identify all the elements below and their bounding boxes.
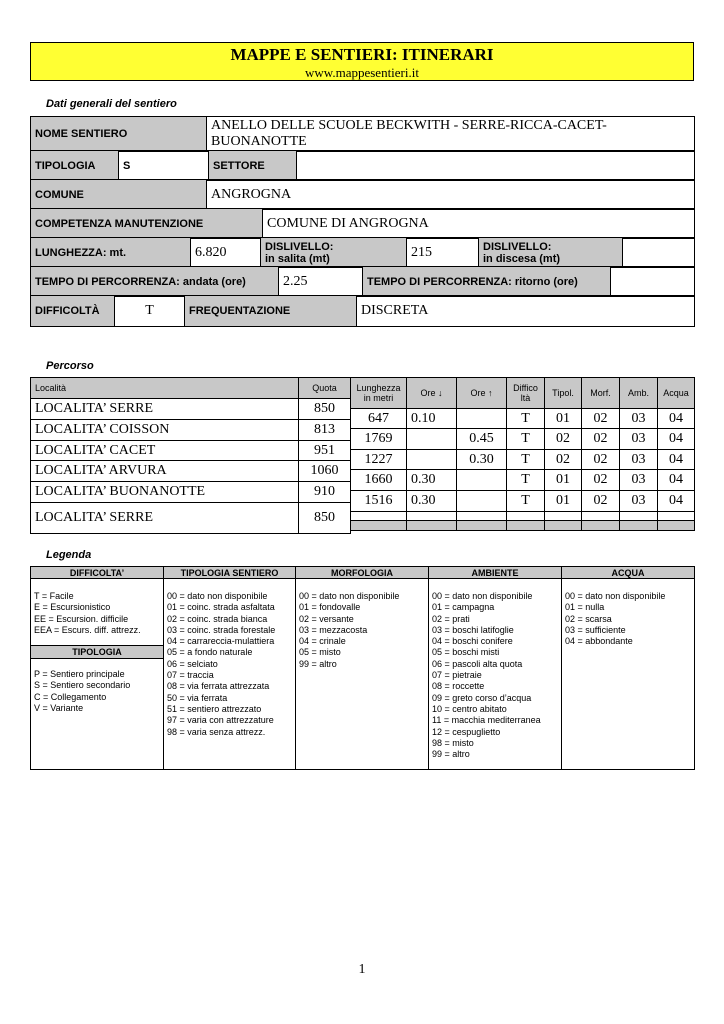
legenda-item: 11 = macchia mediterranea [432, 715, 541, 726]
ore-up-header: Ore ↑ [457, 378, 507, 409]
legenda-item: 06 = selciato [167, 658, 218, 669]
segment-row [351, 450, 695, 470]
segment-tipol: 01 [545, 409, 582, 429]
legenda-item: 03 = sufficiente [565, 624, 626, 635]
legenda-item: 03 = mezzacosta [299, 624, 368, 635]
amb-header: Amb. [620, 378, 658, 409]
legenda-item: 03 = boschi latifoglie [432, 624, 514, 635]
segment-ore-up [457, 409, 507, 429]
legenda-item: 01 = fondovalle [299, 602, 361, 613]
segment-tipol: 01 [545, 470, 582, 491]
difficolta-header: Diffico ltà [507, 378, 545, 409]
legenda-item: 02 = versante [299, 613, 354, 624]
legenda-item: 04 = crinale [299, 636, 346, 647]
settore-value [297, 151, 695, 181]
legenda-tipologia-header: TIPOLOGIA [31, 645, 163, 659]
legenda-item: 05 = misto [299, 647, 341, 658]
legenda-item: 50 = via ferrata [167, 692, 228, 703]
percorso-locations-table [30, 377, 351, 534]
legenda-item: 07 = pietraie [432, 670, 482, 681]
segment-acqua: 04 [658, 429, 695, 450]
legenda-tipologia-sentiero-list [164, 579, 296, 770]
lunghezza-label: LUNGHEZZA: mt. [31, 238, 191, 268]
site-url: www.mappesentieri.it [305, 65, 419, 80]
segment-lunghezza: 1660 [351, 470, 407, 491]
tempo-ritorno-label: TEMPO DI PERCORRENZA: ritorno (ore) [363, 267, 611, 297]
segment-tipol: 01 [545, 491, 582, 512]
legenda-item: 02 = prati [432, 613, 470, 624]
legenda-item: 02 = scarsa [565, 613, 612, 624]
settore-label: SETTORE [209, 151, 297, 181]
segment-row [351, 470, 695, 491]
legenda-difficolta-header: DIFFICOLTA’ [31, 567, 164, 579]
legenda-item: 04 = boschi conifere [432, 636, 513, 647]
legenda-item: C = Collegamento [34, 691, 107, 702]
segment-morf: 02 [582, 450, 620, 470]
segment-difficolta: T [507, 409, 545, 429]
location-quota: 850 [299, 503, 351, 534]
legenda-item: 01 = coinc. strada asfaltata [167, 602, 275, 613]
segment-ore-down: 0.30 [407, 470, 457, 491]
legenda-ambiente-header: AMBIENTE [429, 567, 562, 579]
segment-acqua: 04 [658, 409, 695, 429]
segment-ore-up [457, 491, 507, 512]
segment-tipol: 02 [545, 450, 582, 470]
location-quota: 1060 [299, 461, 351, 482]
comune-value: ANGROGNA [207, 180, 695, 210]
legenda-item: 98 = misto [432, 737, 474, 748]
location-quota: 910 [299, 482, 351, 503]
lunghezza-header: Lunghezza in metri [351, 378, 407, 409]
lunghezza-value: 6.820 [191, 238, 261, 268]
dislivello-salita-label-line1: DISLIVELLO: [265, 240, 334, 253]
location-quota: 850 [299, 399, 351, 420]
legenda-ambiente-list [429, 579, 562, 770]
frequentazione-value: DISCRETA [357, 296, 695, 327]
tempo-ritorno-value [611, 267, 695, 297]
tempo-andata-label: TEMPO DI PERCORRENZA: andata (ore) [31, 267, 279, 297]
localita-header: Località [31, 378, 299, 399]
location-name: LOCALITA’ CACET [31, 441, 299, 461]
dislivello-salita-label-line2: in salita (mt) [265, 252, 330, 265]
segment-morf: 02 [582, 470, 620, 491]
legenda-morfologia-list [296, 579, 429, 770]
legenda-item: 51 = sentiero attrezzato [167, 703, 262, 714]
segment-empty-row [351, 512, 695, 521]
comune-label: COMUNE [31, 180, 207, 210]
general-table-1 [30, 116, 695, 152]
legenda-acqua-header: ACQUA [562, 567, 695, 579]
segment-lunghezza: 1769 [351, 429, 407, 450]
legenda-acqua-list [562, 579, 695, 770]
competenza-value: COMUNE DI ANGROGNA [263, 209, 695, 239]
ore-down-header: Ore ↓ [407, 378, 457, 409]
segment-difficolta: T [507, 429, 545, 450]
segment-ore-up: 0.30 [457, 450, 507, 470]
document-title: MAPPE E SENTIERI: ITINERARI [230, 45, 494, 64]
general-table-4 [30, 208, 695, 239]
legenda-item: T = Facile [34, 591, 74, 601]
segment-ore-down: 0.30 [407, 491, 457, 512]
location-name: LOCALITA’ SERRE [31, 503, 299, 534]
dislivello-salita-label [261, 238, 407, 268]
segment-acqua: 04 [658, 491, 695, 512]
general-table-5 [30, 237, 695, 268]
segment-ore-down: 0.10 [407, 409, 457, 429]
location-name: LOCALITA’ BUONANOTTE [31, 482, 299, 503]
segment-amb: 03 [620, 470, 658, 491]
legenda-morfologia-header: MORFOLOGIA [296, 567, 429, 579]
legenda-item: 10 = centro abitato [432, 703, 507, 714]
segment-acqua: 04 [658, 470, 695, 491]
legenda-item: EEA = Escurs. diff. attrezz. [34, 624, 141, 635]
legenda-item: 99 = altro [299, 658, 337, 669]
legenda-item: P = Sentiero principale [34, 669, 125, 679]
percorso-section-title: Percorso [46, 360, 94, 372]
legenda-item: 00 = dato non disponibile [167, 591, 268, 601]
segment-row [351, 429, 695, 450]
legenda-item: 12 = cespuglietto [432, 726, 501, 737]
segment-ore-down [407, 429, 457, 450]
segment-difficolta: T [507, 470, 545, 491]
legenda-item: 00 = dato non disponibile [432, 591, 533, 601]
segment-morf: 02 [582, 409, 620, 429]
legenda-tipologia-sentiero-header: TIPOLOGIA SENTIERO [164, 567, 296, 579]
location-name: LOCALITA’ ARVURA [31, 461, 299, 482]
legenda-item: 09 = greto corso d’acqua [432, 692, 532, 703]
location-name: LOCALITA’ COISSON [31, 420, 299, 441]
legenda-difficolta-cell [31, 579, 164, 770]
segment-morf: 02 [582, 429, 620, 450]
legenda-item: 04 = carrareccia-mulattiera [167, 636, 275, 647]
location-quota: 813 [299, 420, 351, 441]
acqua-header: Acqua [658, 378, 695, 409]
general-table-3 [30, 179, 695, 210]
percorso-segments-table [350, 377, 695, 531]
legenda-item: 97 = varia con attrezzature [167, 715, 274, 726]
segment-lunghezza: 647 [351, 409, 407, 429]
legenda-item: 08 = roccette [432, 681, 485, 692]
general-table-7 [30, 295, 695, 327]
nome-sentiero-label: NOME SENTIERO [31, 117, 207, 152]
legenda-item: 99 = altro [432, 749, 470, 760]
legenda-item: EE = Escursion. difficile [34, 613, 129, 624]
legenda-item: V = Variante [34, 702, 84, 713]
segment-ore-down [407, 450, 457, 470]
segment-empty-row-shaded [351, 521, 695, 531]
tipologia-value: S [119, 151, 209, 181]
legenda-item: S = Sentiero secondario [34, 680, 131, 691]
legenda-item: 04 = abbondante [565, 636, 633, 647]
general-table-6 [30, 266, 695, 297]
dislivello-discesa-label-line1: DISLIVELLO: [483, 240, 552, 253]
segment-amb: 03 [620, 409, 658, 429]
segment-ore-up [457, 470, 507, 491]
legenda-item: 02 = coinc. strada bianca [167, 613, 268, 624]
difficolta-label: DIFFICOLTÀ [31, 296, 115, 327]
segment-amb: 03 [620, 491, 658, 512]
frequentazione-label: FREQUENTAZIONE [185, 296, 357, 327]
legenda-item: 01 = nulla [565, 602, 605, 613]
segment-row [351, 409, 695, 429]
morf-header: Morf. [582, 378, 620, 409]
page-number: 1 [358, 962, 366, 977]
legenda-item: 03 = coinc. strada forestale [167, 624, 276, 635]
segment-acqua: 04 [658, 450, 695, 470]
segment-ore-up: 0.45 [457, 429, 507, 450]
segment-difficolta: T [507, 450, 545, 470]
dislivello-discesa-label-line2: in discesa (mt) [483, 252, 561, 265]
legenda-item: E = Escursionistico [34, 602, 111, 613]
competenza-label: COMPETENZA MANUTENZIONE [31, 209, 263, 239]
segment-amb: 03 [620, 450, 658, 470]
legenda-section-title: Legenda [46, 549, 92, 561]
legenda-item: 05 = a fondo naturale [167, 647, 253, 658]
nome-sentiero-value: ANELLO DELLE SCUOLE BECKWITH - SERRE-RICCA-CACET-BUONANOTTE [207, 117, 695, 152]
segment-tipol: 02 [545, 429, 582, 450]
legenda-item: 07 = traccia [167, 670, 214, 681]
segment-row [351, 491, 695, 512]
general-table-2 [30, 150, 695, 181]
legenda-tipologia-list [31, 659, 163, 714]
segment-lunghezza: 1227 [351, 450, 407, 470]
location-quota: 951 [299, 441, 351, 461]
tempo-andata-value: 2.25 [279, 267, 363, 297]
legenda-item: 01 = campagna [432, 602, 495, 613]
segment-lunghezza: 1516 [351, 491, 407, 512]
tipologia-label: TIPOLOGIA [31, 151, 119, 181]
legenda-item: 00 = dato non disponibile [565, 591, 666, 601]
legenda-item: 00 = dato non disponibile [299, 591, 400, 601]
segment-difficolta: T [507, 491, 545, 512]
quota-header: Quota [299, 378, 351, 399]
legenda-item: 08 = via ferrata attrezzata [167, 681, 270, 692]
legenda-item: 06 = pascoli alta quota [432, 658, 523, 669]
legenda-table [30, 566, 695, 770]
location-name: LOCALITA’ SERRE [31, 399, 299, 420]
dislivello-discesa-value [623, 238, 695, 268]
document-header [30, 42, 694, 81]
tipol-header: Tipol. [545, 378, 582, 409]
legenda-difficolta-list [31, 579, 163, 645]
legenda-item: 05 = boschi misti [432, 647, 500, 658]
dislivello-salita-value: 215 [407, 238, 479, 268]
dislivello-discesa-label [479, 238, 623, 268]
general-section-title: Dati generali del sentiero [46, 98, 177, 110]
legenda-item: 98 = varia senza attrezz. [167, 726, 266, 737]
difficolta-value: T [115, 296, 185, 327]
segment-amb: 03 [620, 429, 658, 450]
segment-morf: 02 [582, 491, 620, 512]
